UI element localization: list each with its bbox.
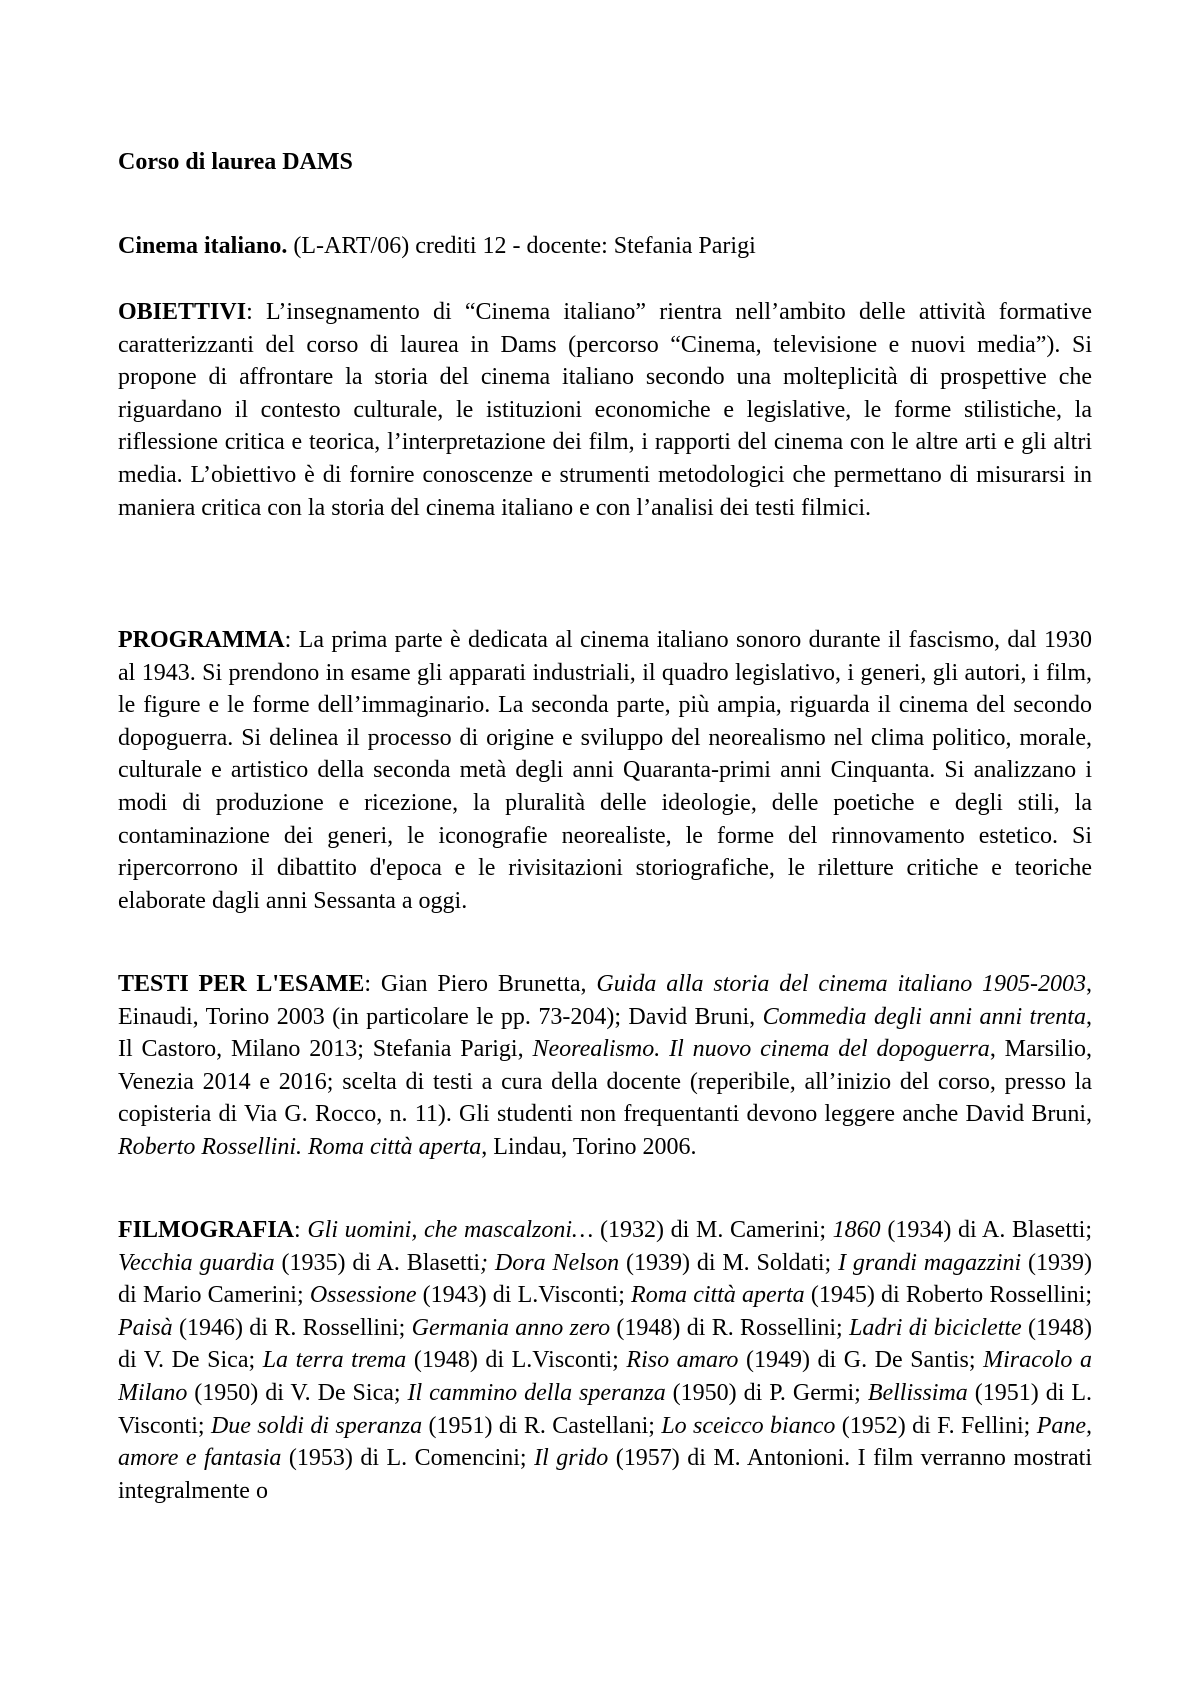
body-text: (1948) di L.Visconti; <box>406 1347 627 1374</box>
italic-title-text: Roberto Rossellini. Roma città aperta <box>118 1133 482 1160</box>
italic-title-text: Guida alla storia del cinema italiano 1905-2003 <box>596 971 1087 997</box>
body-text: (1946) di R. Rossellini; <box>172 1314 412 1341</box>
body-text: (1934) di A. Blasetti; <box>880 1217 1092 1243</box>
body-text: (1932) di M. Camerini; <box>593 1217 833 1243</box>
course-name: Cinema italiano. <box>118 233 288 259</box>
section-heading: TESTI PER L'ESAME <box>118 971 365 997</box>
italic-title-text: Roma città aperta <box>631 1282 805 1309</box>
section-programma <box>118 624 1092 917</box>
body-text: (1951) di L. Visconti; <box>118 1379 1092 1439</box>
italic-title-text: Bellissima <box>867 1379 968 1406</box>
italic-title-text: Gli uomini, che mascalzoni… <box>307 1217 594 1243</box>
body-text: : L’insegnamento di “Cinema italiano” rientra nell’ambito delle attività formative caratterizzanti del corso di laurea in Dams (percorso “Cinema, televisione e nuovi media”). Si propone di affrontare la storia del cinema italiano secondo una molteplicità di prospettive che riguardano il contesto culturale, le istituzioni economiche e legislative, le forme stilistiche, la riflessione critica e teorica, l’interpretazione dei film, i rapporti del cinema con le altre arti e gli altri media. L’obiettivo è di fornire conoscenze e strumenti metodologici che permettano di misurarsi in maniera critica con la storia del cinema italiano e con l’analisi dei testi filmici. <box>118 299 1092 521</box>
body-text: (1950) di P. Germi; <box>665 1379 868 1406</box>
body-text: : La prima parte è dedicata al cinema italiano sonoro durante il fascismo, dal 1930 al 1943. Si prendono in esame gli apparati industriali, il quadro legislativo, i generi, gli autori, i film, le figure e le forme dell’immaginario. La seconda parte, più ampia, riguarda il cinema del secondo dopoguerra. Si delinea il processo di origine e sviluppo del neorealismo nel clima politico, morale, culturale e artistico della seconda metà degli anni Quaranta-primi anni Cinquanta. Si analizzano i modi di produzione e ricezione, la pluralità delle ideologie, delle poetiche e degli stili, la contaminazione dei generi, le iconografie neorealiste, le forme del rinnovamento estetico. Si ripercorrono il dibattito d'epoca e le rivisitazioni storiografiche, le riletture critiche e teoriche elaborate dagli anni Sessanta a oggi. <box>118 627 1092 914</box>
italic-title-text: Riso amaro <box>626 1347 739 1374</box>
body-text: , Lindau, Torino 2006. <box>481 1133 697 1160</box>
italic-title-text: Ladri di biciclette <box>849 1314 1022 1341</box>
document-title: Corso di laurea DAMS <box>118 149 353 175</box>
italic-title-text: Ossessione <box>309 1282 417 1309</box>
italic-title-text: Neorealismo. Il nuovo cinema del dopoguerra <box>532 1036 990 1063</box>
italic-title-text: 1860 <box>832 1217 881 1243</box>
course-details: (L-ART/06) crediti 12 - docente: Stefania Parigi <box>287 233 756 259</box>
body-text: (1939) di M. Soldati; <box>619 1249 839 1276</box>
body-text: (1943) di L.Visconti; <box>416 1282 632 1309</box>
italic-title-text: La terra trema <box>262 1347 407 1374</box>
body-text: (1953) di L. Comencini; <box>281 1445 535 1472</box>
section-heading: FILMOGRAFIA <box>118 1217 294 1243</box>
body-text: : <box>294 1217 308 1243</box>
italic-title-text: Vecchia guardia <box>118 1249 275 1276</box>
section-filmografia <box>118 1214 1092 1582</box>
body-text: , Einaudi, Torino 2003 (in particolare le pp. 73-204); David Bruni, <box>118 971 1093 1030</box>
italic-title-text: Il cammino della speranza <box>407 1379 666 1406</box>
section-heading: OBIETTIVI <box>118 299 247 325</box>
body-text: (1950) di V. De Sica; <box>187 1379 408 1406</box>
body-text: (1945) di Roberto Rossellini; <box>804 1282 1092 1309</box>
body-text: (1951) di R. Castellani; <box>422 1412 662 1439</box>
italic-title-text: I grandi magazzini <box>838 1249 1022 1276</box>
body-text: (1957) di M. Antonioni. I film verranno mostrati integralmente o <box>118 1445 1092 1504</box>
italic-title-text: Due soldi di speranza <box>210 1412 423 1439</box>
italic-title-text: Germania anno zero <box>411 1314 611 1341</box>
italic-title-text: Lo sceicco bianco <box>661 1412 836 1439</box>
section-heading: PROGRAMMA <box>118 627 285 653</box>
body-text: (1949) di G. De Santis; <box>738 1347 984 1374</box>
body-text: (1948) di R. Rossellini; <box>610 1314 850 1341</box>
section-obiettivi <box>118 296 1092 524</box>
italic-title-text: Paisà <box>118 1314 173 1341</box>
italic-title-text: Il grido <box>534 1445 609 1472</box>
course-line <box>118 230 1092 263</box>
italic-title-text: Miracolo a Milano <box>118 1347 1092 1406</box>
body-text: : Gian Piero Brunetta, <box>364 971 597 997</box>
body-text: (1935) di A. Blasetti <box>274 1249 481 1276</box>
body-text: (1952) di F. Fellini; <box>835 1412 1037 1439</box>
body-text: , Marsilio, Venezia 2014 e 2016; scelta di testi a cura della docente (reperibile, all’inizio del corso, presso la copisteria di Via G. Rocco, n. 11). Gli studenti non frequentanti devono leggere anche David Bruni, <box>118 1036 1093 1128</box>
body-text: (1939) di Mario Camerini; <box>118 1249 1092 1309</box>
body-text: (1948) di V. De Sica; <box>118 1314 1092 1374</box>
italic-title-text: Pane, amore e fantasia <box>118 1412 1092 1472</box>
italic-title-text: Commedia degli anni anni trenta <box>762 1003 1086 1030</box>
italic-title-text: ; Dora Nelson <box>480 1249 620 1276</box>
body-text: , Il Castoro, Milano 2013; Stefania Parigi, <box>118 1003 1092 1063</box>
section-testi-esame <box>118 968 1092 1164</box>
